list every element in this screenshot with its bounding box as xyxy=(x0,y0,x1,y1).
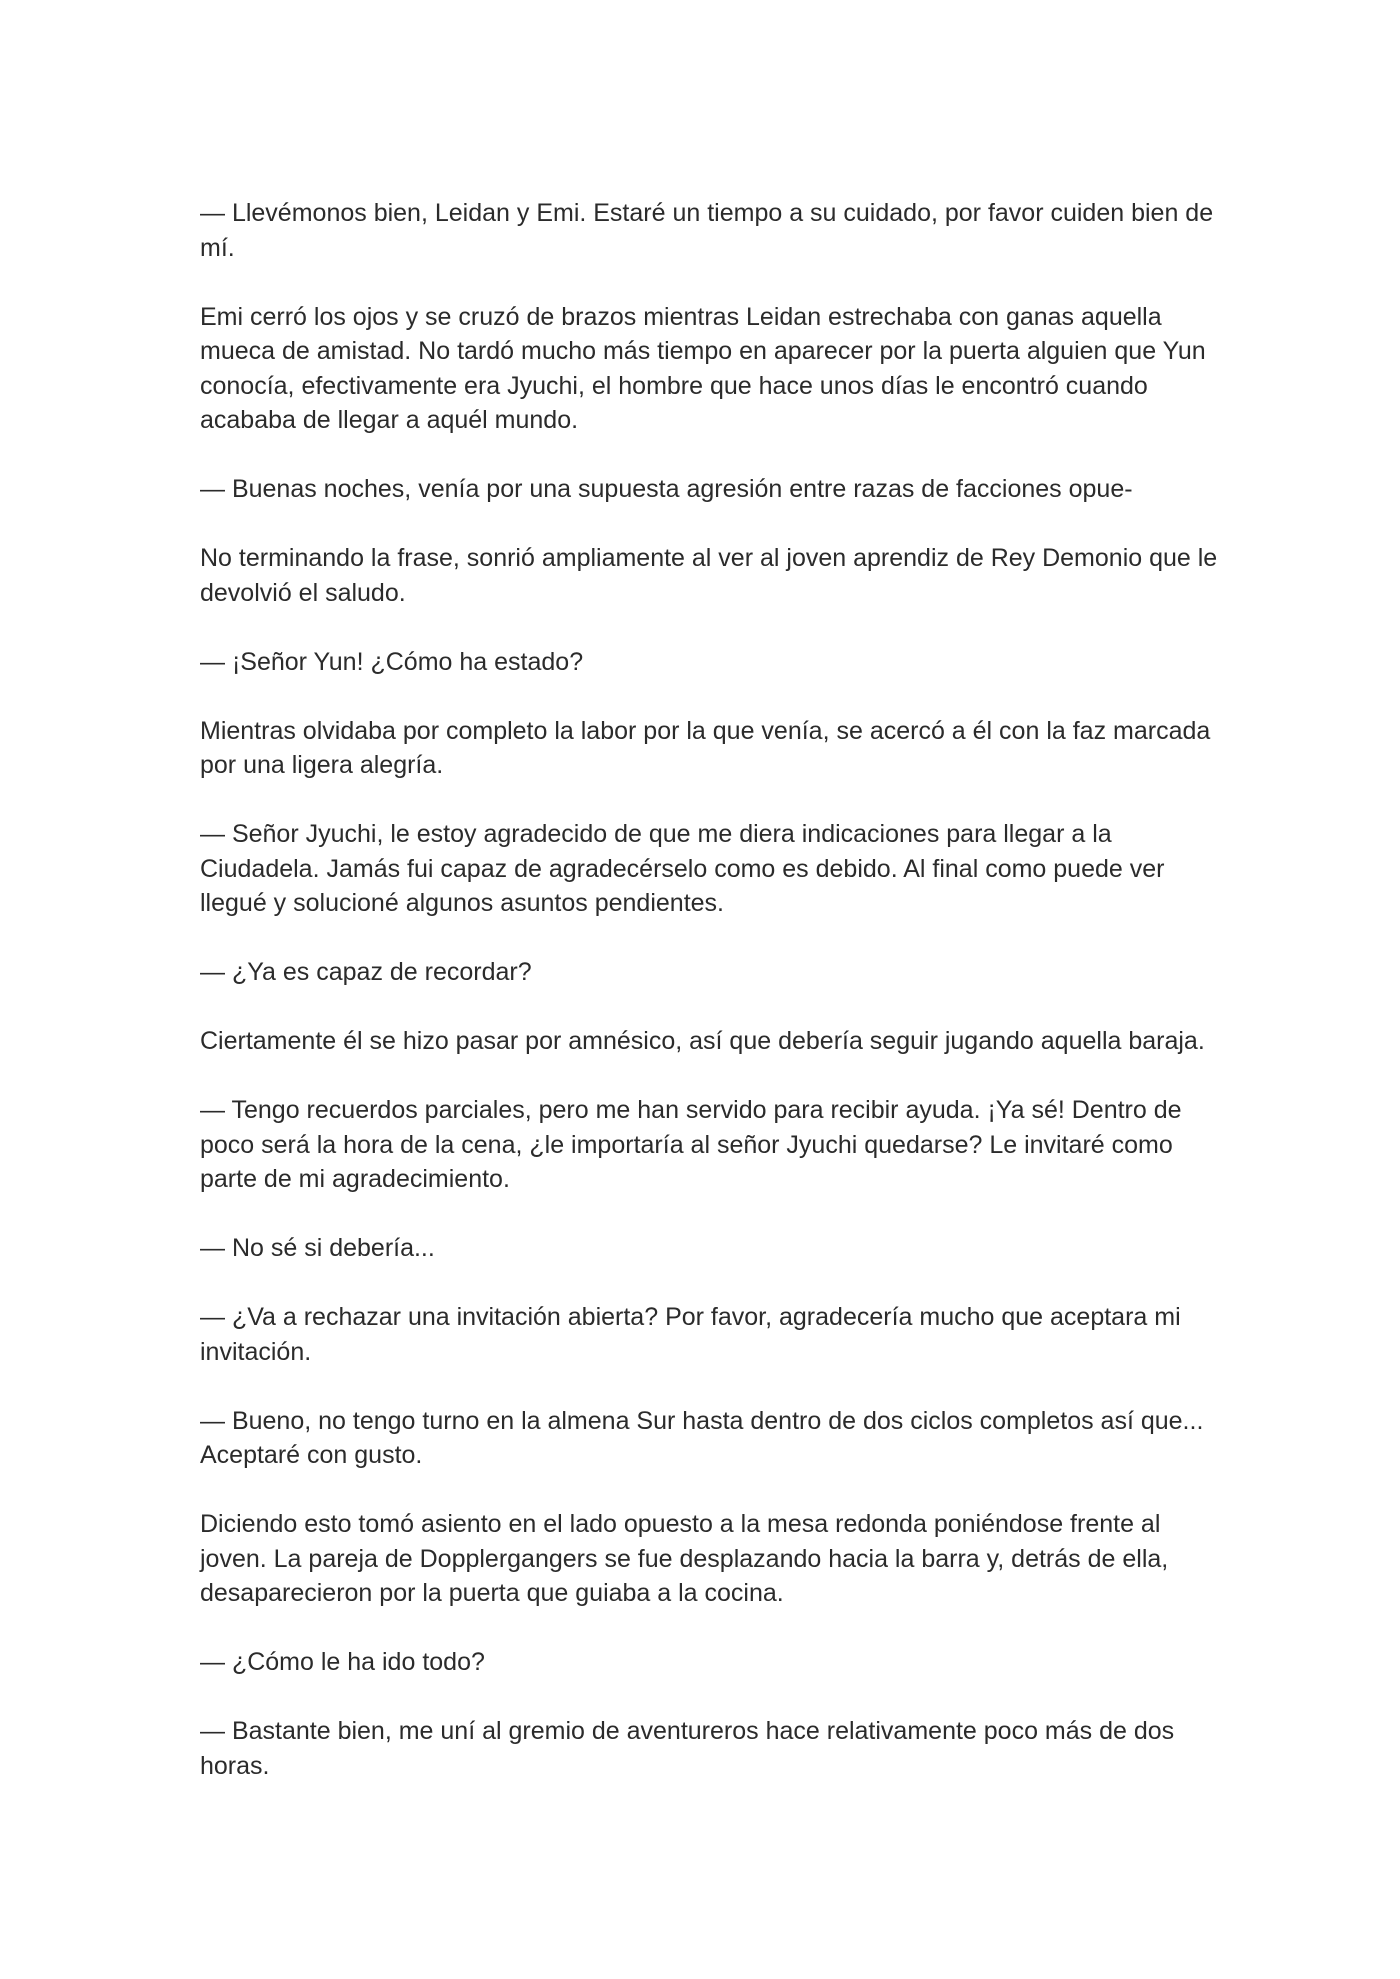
paragraph-16: — Bastante bien, me uní al gremio de aventureros hace relativamente poco más de dos horas. xyxy=(200,1717,1175,1780)
paragraph-7: — Señor Jyuchi, le estoy agradecido de que me diera indicaciones para llegar a la Ciudadela. Jamás fui capaz de agradecérselo como es debido. Al final como puede ver llegué y solucioné algunos asuntos pendientes. xyxy=(200,820,1165,917)
body-text xyxy=(200,196,1220,1818)
paragraph-6: Mientras olvidaba por completo la labor por la que venía, se acercó a él con la faz marcada por una ligera alegría. xyxy=(200,716,1211,779)
paragraph-14: Diciendo esto tomó asiento en el lado opuesto a la mesa redonda poniéndose frente al joven. La pareja de Dopplergangers se fue desplazando hacia la barra y, detrás de ella, desaparecieron por la puerta que guiaba a la cocina. xyxy=(200,1510,1169,1607)
paragraph-2: Emi cerró los ojos y se cruzó de brazos mientras Leidan estrechaba con ganas aquella mueca de amistad. No tardó mucho más tiempo en aparecer por la puerta alguien que Yun conocía, efectivamente era Jyuchi, el hombre que hace unos días le encontró cuando acababa de llegar a aquél mundo. xyxy=(200,302,1206,434)
paragraph-1: — Llevémonos bien, Leidan y Emi. Estaré un tiempo a su cuidado, por favor cuiden bien de mí. xyxy=(200,199,1214,262)
paragraph-8: — ¿Ya es capaz de recordar? xyxy=(200,958,532,986)
paragraph-13: — Bueno, no tengo turno en la almena Sur hasta dentro de dos ciclos completos así que... Aceptaré con gusto. xyxy=(200,1406,1204,1469)
paragraph-5: — ¡Señor Yun! ¿Cómo ha estado? xyxy=(200,647,584,676)
paragraph-10: — Tengo recuerdos parciales, pero me han servido para recibir ayuda. ¡Ya sé! Dentro de poco será la hora de la cena, ¿le importaría al señor Jyuchi quedarse? Le invitaré como parte de mi agradecimiento. xyxy=(200,1096,1182,1193)
paragraph-9: Ciertamente él se hizo pasar por amnésico, así que debería seguir jugando aquella baraja. xyxy=(200,1027,1205,1055)
paragraph-3: — Buenas noches, venía por una supuesta agresión entre razas de facciones opue- xyxy=(200,475,1133,503)
paragraph-15: — ¿Cómo le ha ido todo? xyxy=(200,1648,485,1676)
paragraph-11: — No sé si debería... xyxy=(200,1234,435,1262)
paragraph-4: No terminando la frase, sonrió ampliamente al ver al joven aprendiz de Rey Demonio que le devolvió el saludo. xyxy=(200,544,1218,607)
paragraph-12: — ¿Va a rechazar una invitación abierta? Por favor, agradecería mucho que aceptara mi invitación. xyxy=(200,1303,1181,1366)
